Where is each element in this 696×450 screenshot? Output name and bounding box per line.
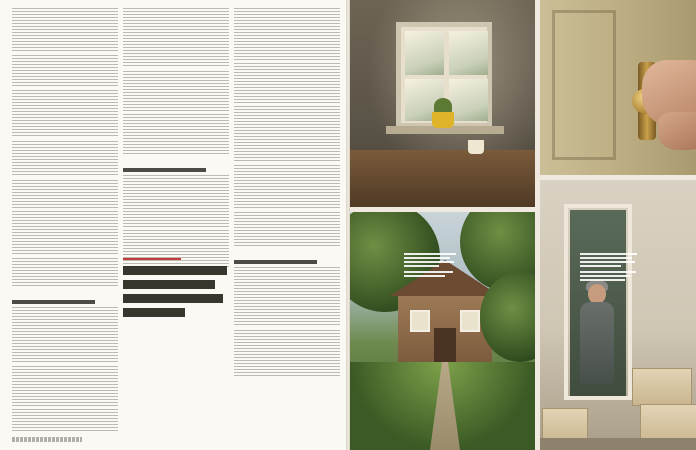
section-subheading [234,260,317,264]
text-paragraph [12,141,118,177]
text-paragraph [12,180,118,208]
table [350,150,535,207]
text-paragraph [12,258,118,288]
text-paragraph [123,114,229,156]
photo-house-garden [350,212,535,450]
text-paragraph [12,8,118,52]
article-column-3 [234,8,340,432]
text-paragraph [12,90,118,138]
house-window [460,310,480,332]
cup [468,140,484,154]
cardboard-box [632,368,692,406]
photo-woman-doorway [540,180,696,450]
photo-page [350,0,696,450]
photo-caption [400,250,466,282]
text-paragraph [234,212,340,248]
text-paragraph [123,175,229,227]
text-paragraph [12,55,118,87]
house-door [434,328,456,362]
text-paragraph [234,267,340,327]
pull-quote-line [123,308,185,317]
text-paragraph [123,71,229,111]
house-window [410,310,430,332]
article-column-2 [123,8,229,432]
text-paragraph [12,307,118,363]
pull-quote-line [123,280,215,289]
pull-quote-line [123,266,227,275]
yellow-plant-pot [432,112,454,128]
text-paragraph [234,106,340,162]
article-column-1 [12,8,118,432]
text-paragraph [234,63,340,103]
text-paragraph [123,8,229,68]
section-subheading [12,300,95,304]
text-paragraph [234,330,340,378]
pull-quote-line [123,294,223,303]
text-paragraph [12,409,118,432]
photo-door-knob [540,0,696,175]
person [588,284,606,304]
text-paragraph [234,165,340,209]
pull-quote [123,258,227,324]
photo-caption [576,250,646,286]
photo-window-interior [350,0,535,207]
text-paragraph [234,8,340,60]
text-paragraph [12,211,118,255]
text-paragraph [12,366,118,406]
pull-quote-rule [123,258,181,260]
section-subheading [123,168,206,172]
page-folio [12,437,82,442]
